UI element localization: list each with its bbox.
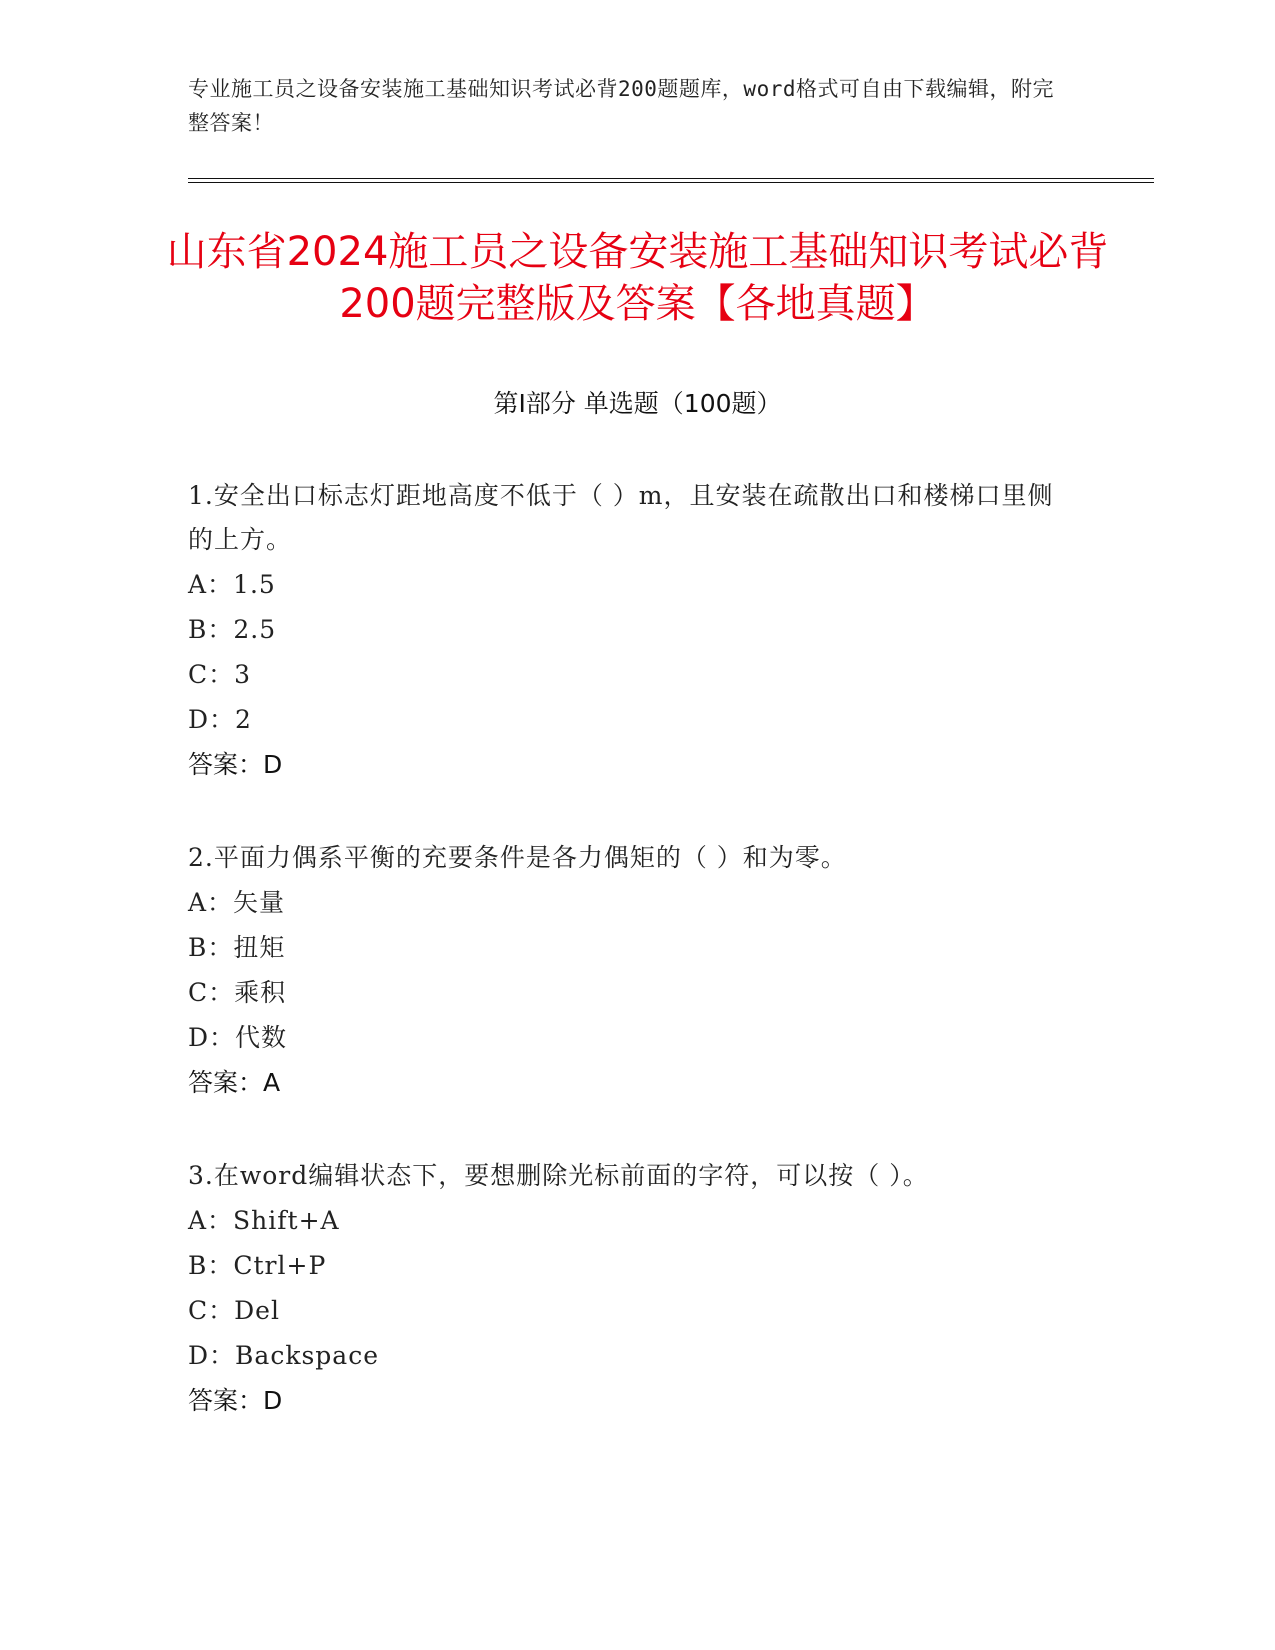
option-c: C：3 xyxy=(188,660,252,689)
document-title: 山东省2024施工员之设备安装施工基础知识考试必背200题完整版及答案【各地真题】 xyxy=(166,229,1109,327)
answer-line: 答案：A xyxy=(188,1068,281,1097)
answer-line: 答案：D xyxy=(188,1386,283,1415)
question-stem: 2.平面力偶系平衡的充要条件是各力偶矩的（ ）和为零。 xyxy=(188,843,847,872)
option-a: A：Shift+A xyxy=(188,1206,340,1235)
section-heading: 第Ⅰ部分 单选题（100题） xyxy=(493,389,782,418)
option-c: C：Del xyxy=(188,1296,280,1325)
option-b: B：Ctrl+P xyxy=(188,1251,327,1280)
option-d: D：Backspace xyxy=(188,1341,380,1370)
question-stem: 3.在word编辑状态下，要想删除光标前面的字符，可以按（ ）。 xyxy=(188,1161,929,1190)
question-stem: 1.安全出口标志灯距地高度不低于（ ）m，且安装在疏散出口和楼梯口里侧的上方。 xyxy=(188,481,1054,554)
option-a: A：矢量 xyxy=(188,888,286,917)
option-d: D：代数 xyxy=(188,1023,288,1052)
header-note: 专业施工员之设备安装施工基础知识考试必背200题题库，word格式可自由下载编辑，附完整答案！ xyxy=(188,77,1054,135)
question-item xyxy=(188,1154,1068,1423)
option-b: B：2.5 xyxy=(188,615,277,644)
option-c: C：乘积 xyxy=(188,978,287,1007)
option-d: D：2 xyxy=(188,705,252,734)
answer-line: 答案：D xyxy=(188,750,283,779)
option-b: B：扭矩 xyxy=(188,933,286,962)
option-a: A：1.5 xyxy=(188,570,276,599)
question-item xyxy=(188,836,1068,1105)
header-divider-bottom xyxy=(188,182,1154,183)
question-item xyxy=(188,474,1068,787)
header-divider-top xyxy=(188,178,1154,179)
